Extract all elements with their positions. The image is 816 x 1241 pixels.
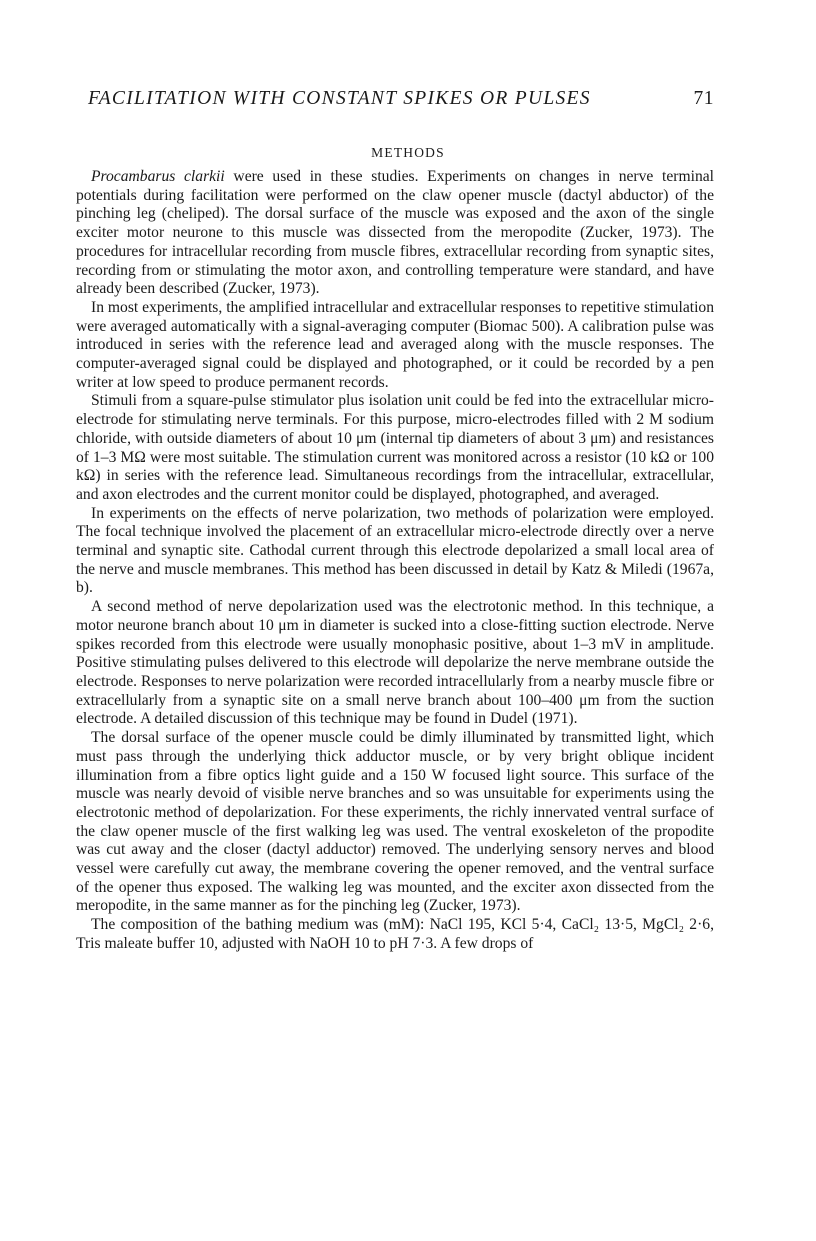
paragraph (76, 299, 714, 393)
paragraph-text: In experiments on the effects of nerve polarization, two methods of polarization were employed. The focal technique involved the placement of an extracellular micro-electrode directly over a nerve terminal and synaptic site. Cathodal current through this electrode depolarized a small local area of the nerve and muscle membranes. This method has been discussed in detail by Katz & Miledi (1967a, b). (76, 504, 714, 597)
running-title: FACILITATION WITH CONSTANT SPIKES OR PULSES (88, 88, 591, 109)
species-name: Procambarus clarkii (91, 168, 225, 185)
paragraph (76, 505, 714, 599)
paragraph (76, 598, 714, 729)
section-heading: METHODS (371, 145, 445, 160)
paragraph-text: The composition of the bathing medium was (mM): NaCl 195, KCl 5·4, CaCl₂ 13·5, MgCl₂ 2·6, Tris maleate buffer 10, adjusted with NaOH 10 to pH 7·3. A few drops of (76, 916, 714, 952)
paragraph-text: The dorsal surface of the opener muscle could be dimly illuminated by transmitted light, which must pass through the underlying thick adductor muscle, or by very bright oblique incident illumination from a fibre optics light guide and a 150 W focused light source. This surface of the muscle was nearly devoid of visible nerve branches and so was unsuitable for experiments using the electrotonic method of depolarization. For these experiments, the richly innervated ventral surface of the claw opener muscle of the first walking leg was used. The ventral exoskeleton of the propodite was cut away and the closer (dactyl adductor) removed. The underlying sensory nerves and blood vessel were carefully cut away, the membrane covering the opener removed, and the ventral surface of the opener thus exposed. The walking leg was mounted, and the exciter axon dissected from the meropodite, in the same manner as for the pinching leg (Zucker, 1973). (76, 729, 714, 915)
paragraph (76, 916, 714, 953)
running-head (88, 88, 714, 110)
paragraph (76, 168, 714, 299)
paragraph (76, 729, 714, 916)
paragraph-text: In most experiments, the amplified intracellular and extracellular responses to repetitive stimulation were averaged automatically with a signal-averaging computer (Biomac 500). A calibration pulse was introduced in series with the reference lead and averaged along with the muscle responses. The computer-averaged signal could be displayed and photographed, or it could be recorded by a pen writer at low speed to produce permanent records. (76, 298, 714, 391)
paragraph-text: A second method of nerve depolarization used was the electrotonic method. In this technique, a motor neurone branch about 10 μm in diameter is sucked into a close-fitting suction electrode. Nerve spikes recorded from this electrode were usually monophasic positive, about 1–3 mV in amplitude. Positive stimulating pulses delivered to this electrode will depolarize the nerve membrane outside the electrode. Responses to nerve polarization were recorded intracellularly from a nearby muscle fibre or extracellularly from a synaptic site on a small nerve branch about 100–400 μm from the suction electrode. A detailed discussion of this technique may be found in Dudel (1971). (76, 598, 714, 728)
paragraph-text: Stimuli from a square-pulse stimulator plus isolation unit could be fed into the extracellular micro-electrode for stimulating nerve terminals. For this purpose, micro-electrodes filled with 2 M sodium chloride, with outside diameters of about 10 μm (internal tip diameters of about 3 μm) and resistances of 1–3 MΩ were most suitable. The stimulation current was monitored across a resistor (10 kΩ or 100 kΩ) in series with the reference lead. Simultaneous recordings from the intracellular, extracellular, and axon electrodes and the current monitor could be displayed, photographed, and averaged. (76, 392, 714, 503)
paragraph (76, 392, 714, 504)
page-number: 71 (693, 88, 714, 109)
paragraph-text: were used in these studies. Experiments on changes in nerve terminal potentials during facilitation were performed on the claw opener muscle (dactyl abductor) of the pinching leg (cheliped). The dorsal surface of the muscle was exposed and the axon of the single exciter motor neurone to this muscle was dissected from the meropodite (Zucker, 1973). The procedures for intracellular recording from muscle fibres, extracellular recording from synaptic sites, recording from or stimulating the motor axon, and controlling temperature were standard, and have already been described (Zucker, 1973). (76, 168, 714, 298)
body-text (76, 168, 714, 954)
